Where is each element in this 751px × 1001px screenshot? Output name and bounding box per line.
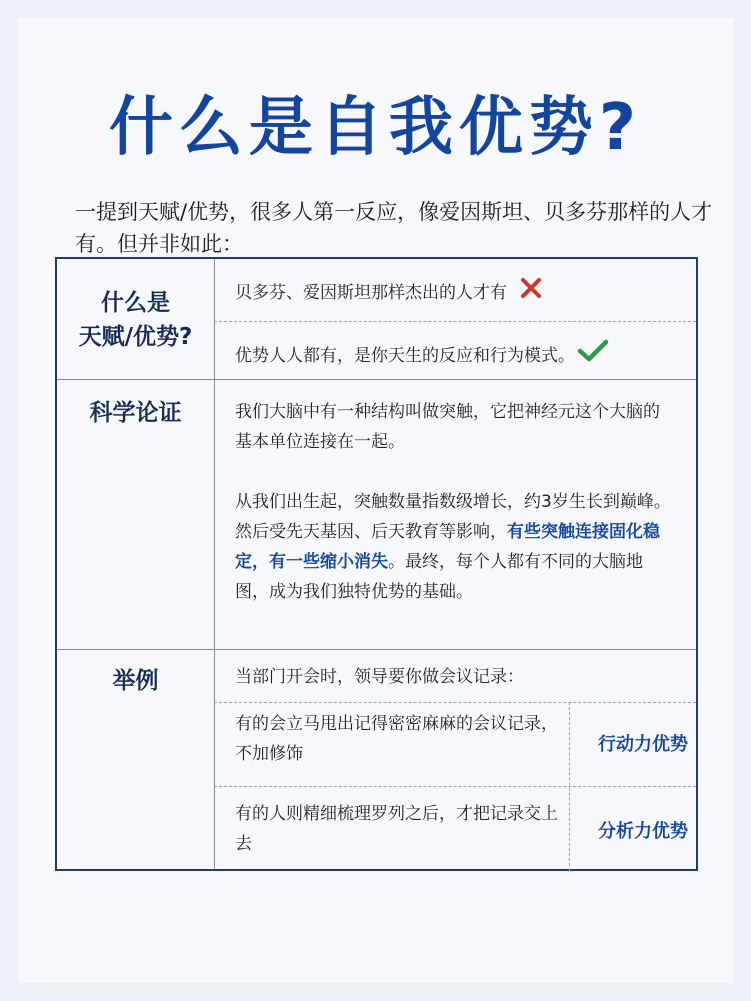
row-divider-dashed — [214, 321, 696, 322]
column-divider — [214, 259, 215, 869]
science-paragraph-2-part2: 。最终，每个人都有不同的大脑地图，成为我们独特优势的基础。 — [235, 552, 643, 602]
science-paragraph-2-part1: 从我们出生起，突触数量指数级增长，约3岁生长到巅峰。然后受先天基因、后天教育等影响， — [235, 492, 671, 542]
science-highlight: 有些突触连接固化稳定，有一些缩小消失 — [235, 522, 660, 572]
row-label-science: 科学论证 — [89, 400, 182, 426]
cross-icon — [520, 277, 542, 309]
row-divider — [57, 649, 696, 650]
tag-action-strength: 行动力优势 — [598, 734, 688, 755]
science-paragraph-1: 我们大脑中有一种结构叫做突触，它把神经元这个大脑的基本单位连接在一起。 — [235, 402, 660, 452]
page-title: 什么是自我优势? — [108, 91, 643, 165]
right-statement — [235, 339, 695, 373]
row-label-what-line2: 天赋/优势? — [78, 324, 193, 350]
row-label-what-line1: 什么是 — [101, 290, 170, 316]
row-divider-dashed — [214, 786, 696, 787]
example-case-1: 有的会立马甩出记得密密麻麻的会议记录，不加修饰 — [235, 714, 558, 764]
row-divider — [57, 379, 696, 380]
row-divider-dashed — [214, 702, 696, 703]
row-label-what — [57, 286, 214, 354]
example-intro: 当部门开会时，领导要你做会议记录： — [235, 667, 524, 687]
intro-paragraph: 一提到天赋/优势，很多人第一反应，像爱因斯坦、贝多芬那样的人才有。但并非如此： — [75, 200, 713, 256]
wrong-statement-text: 贝多芬、爱因斯坦那样杰出的人才有 — [235, 283, 507, 303]
row-label-example: 举例 — [112, 668, 159, 694]
science-paragraph-2 — [235, 487, 675, 607]
tag-analysis-strength: 分析力优势 — [598, 821, 688, 842]
comparison-table — [55, 257, 698, 871]
wrong-statement — [235, 277, 685, 309]
example-case-2: 有的人则精细梳理罗列之后，才把记录交上去 — [235, 804, 558, 854]
right-statement-text: 优势人人都有，是你天生的反应和行为模式。 — [235, 346, 575, 366]
check-icon — [577, 339, 609, 373]
